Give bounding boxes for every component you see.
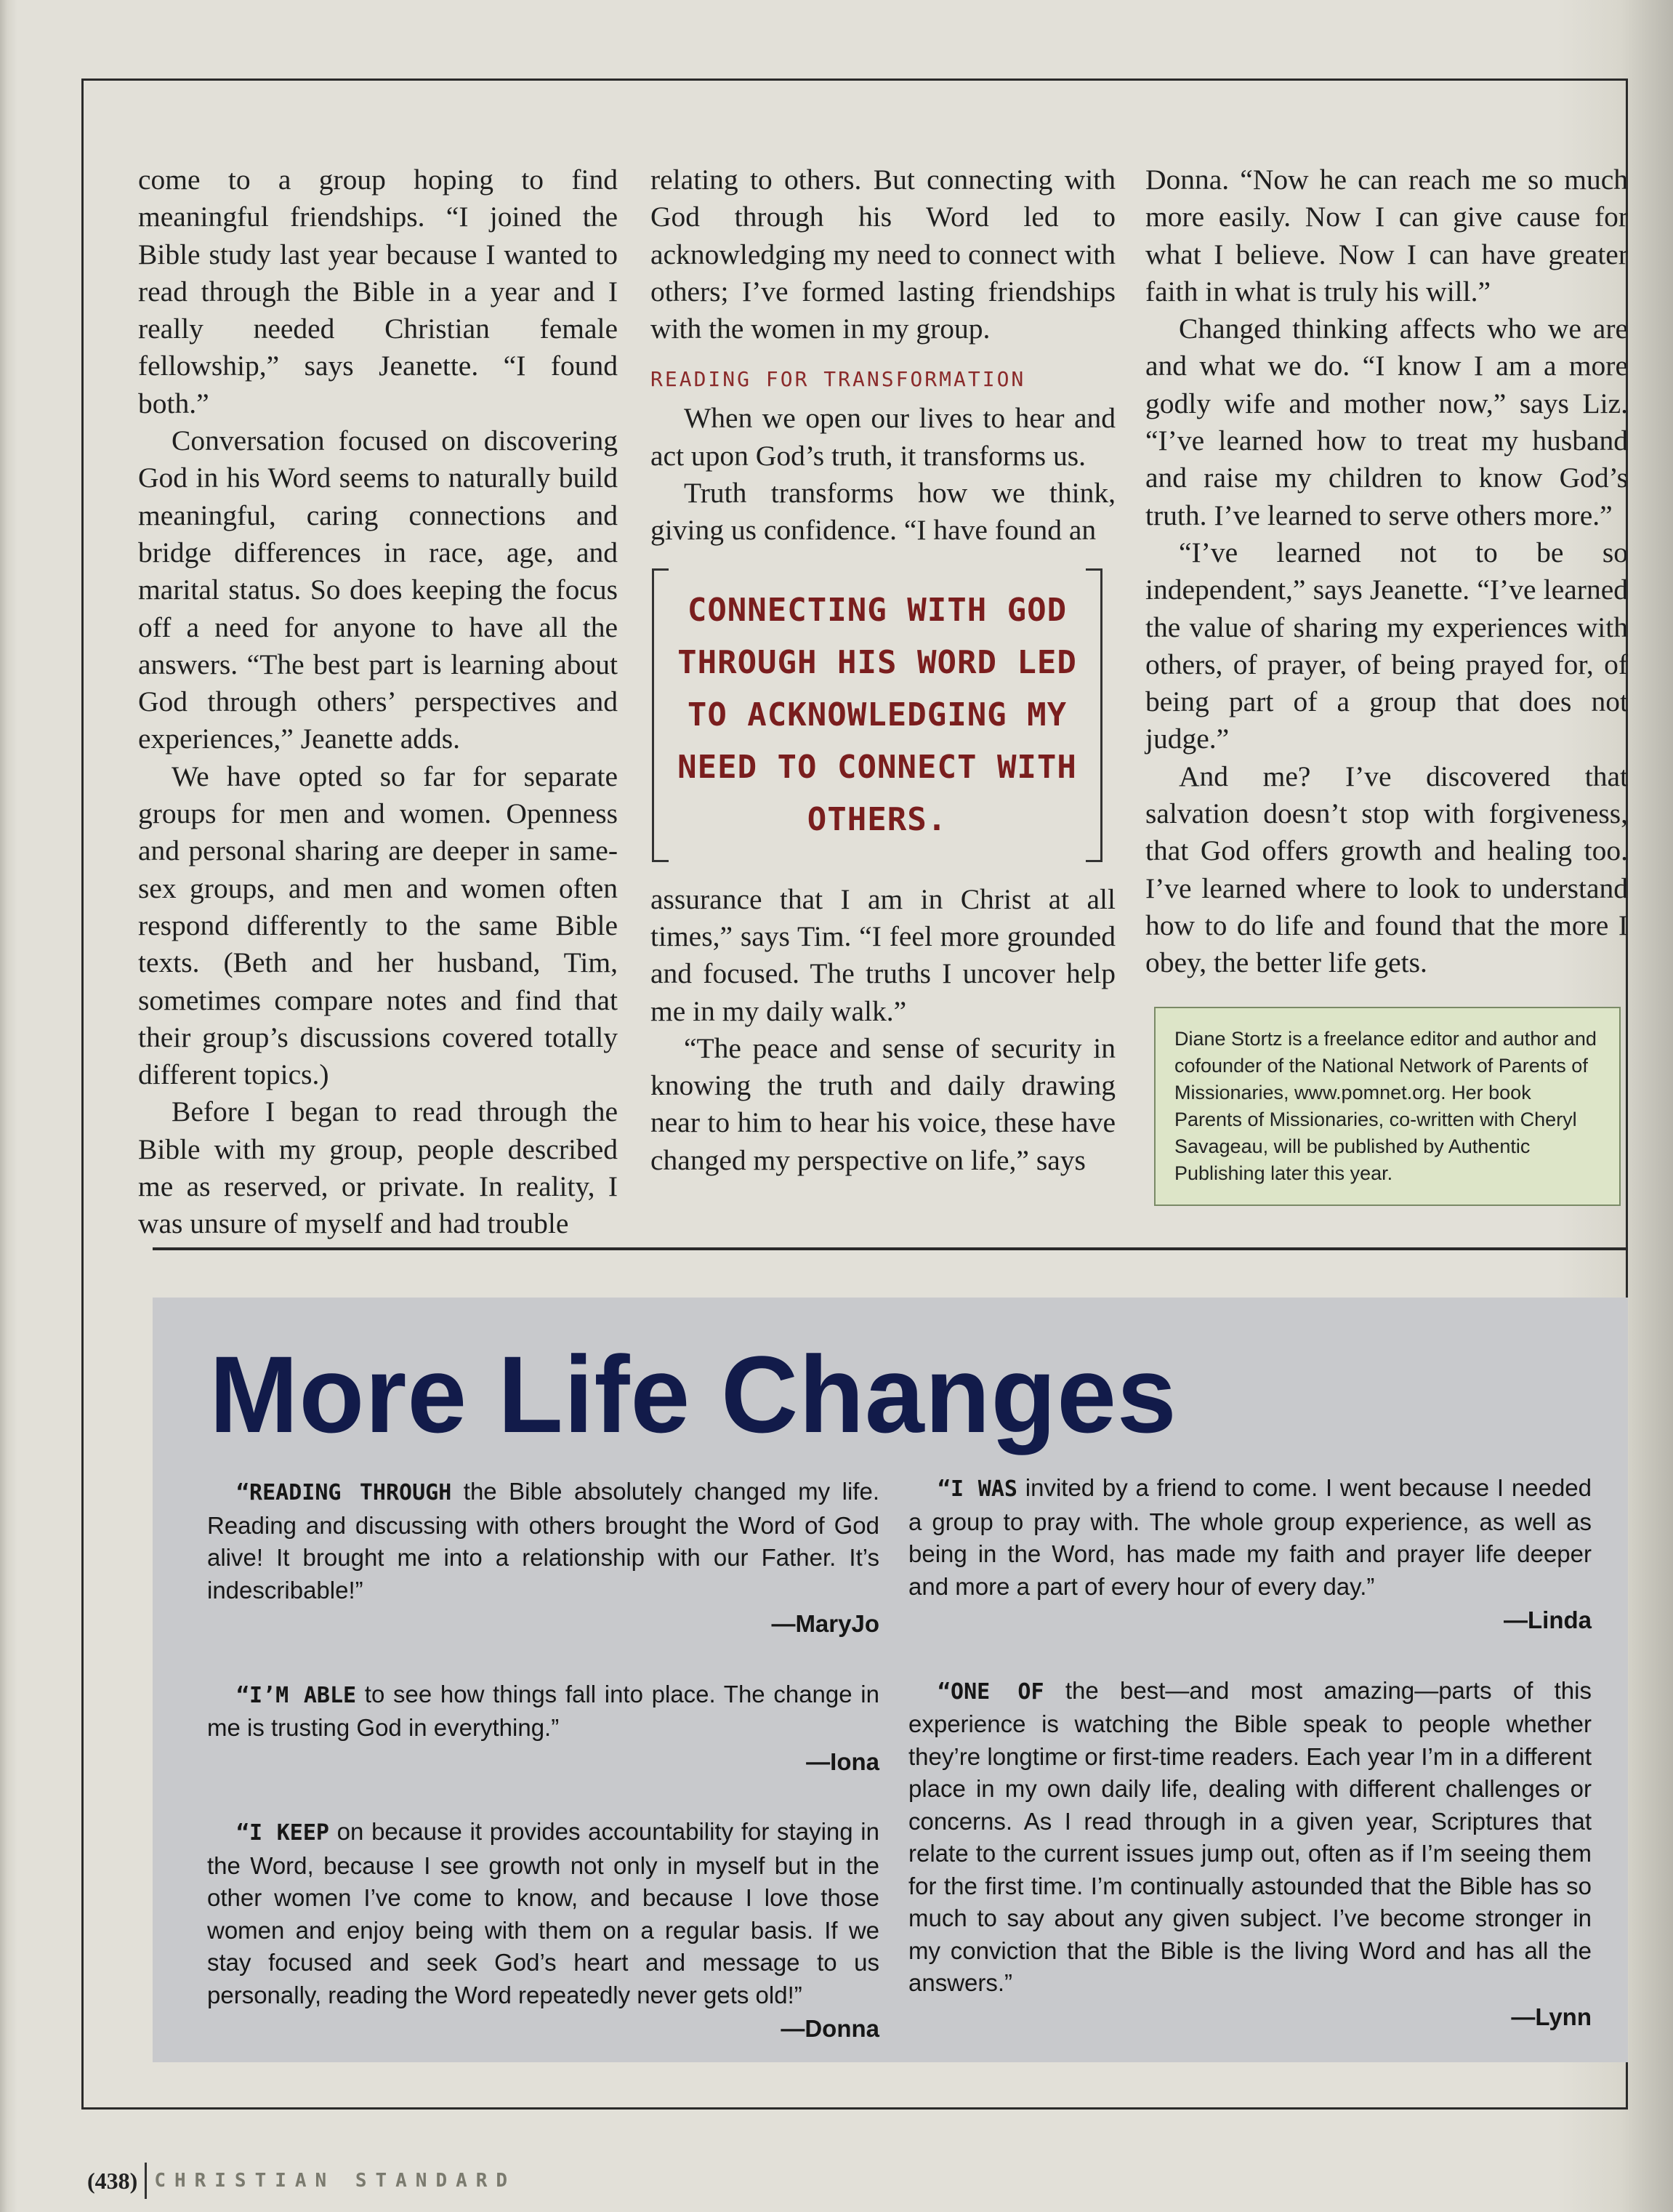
quote-attribution: —MaryJo — [771, 1610, 879, 1637]
quote-attribution: —Linda — [1504, 1606, 1592, 1633]
testimonial-quote — [207, 1816, 879, 2046]
author-bio-box: Diane Stortz is a freelance editor and author and cofounder of the National Network of Parents of Missionaries, www.pomnet.org. Her book Parents of Missionaries, co-written with Cheryl Savageau, will be published by Authentic Publishing later this year. — [1154, 1007, 1621, 1206]
paragraph: And me? I’ve discovered that salvation doesn’t stop with forgiveness, that God offers growth and healing too. I’ve learned where to look to understand how to do life and found that the more I obey, the better life gets. — [1145, 760, 1628, 979]
paragraph: We have opted so far for separate groups for men and women. Openness and personal sharing are deeper in same-sex groups, and men and women often respond differently to the same Bible texts. (Beth and her husband, Tim, sometimes compare notes and find that their group’s discussions covered totally different topics.) — [138, 760, 618, 1091]
paragraph: relating to others. But connecting with God through his Word led to acknowledging my need to connect with others; I’ve formed lasting friendships with the women in my group. — [650, 164, 1116, 345]
quote-lead: “I’M ABLE — [236, 1682, 357, 1708]
quote-text: to see how things fall into place. The change in me is trusting God in everything.” — [207, 1680, 879, 1741]
paragraph: Before I began to read through the Bible with my group, people described me as reserved, or private. In reality, I was unsure of myself and had trouble — [138, 1095, 618, 1240]
quotes-left-column — [207, 1476, 879, 2046]
magazine-name: CHRISTIAN STANDARD — [154, 2170, 517, 2192]
testimonial-quote — [207, 1678, 879, 1779]
paragraph: “The peace and sense of security in knowing the truth and daily drawing near to him to hear his voice, these have changed my perspective on life,” says — [650, 1031, 1116, 1176]
sidebar-box — [153, 1298, 1628, 2062]
sidebar-title: More Life Changes — [209, 1333, 1177, 1455]
paragraph: Changed thinking affects who we are and what we do. “I know I am a more godly wife and mother now,” says Liz. “I’ve learned how to treat my husband and raise my children to know God’s truth. I’ve learned to serve others more.” — [1145, 313, 1628, 531]
quote-text: invited by a friend to come. I went because I needed a group to pray with. The whole group experience, as well as being in the Word, has made my faith and prayer life deeper and more a part of every hour of every day.” — [908, 1474, 1592, 1600]
testimonial-quote — [908, 1472, 1592, 1637]
testimonial-quote — [207, 1476, 879, 1641]
footer-divider — [145, 2163, 147, 2199]
quote-text: the Bible absolutely changed my life. Reading and discussing with others brought the Word of God alive! It brought me into a relationship with our Father. It’s indescribable!” — [207, 1478, 879, 1604]
paragraph: Donna. “Now he can reach me so much more easily. Now I can give cause for what I believe. Now I can have greater faith in what is truly his will.” — [1145, 164, 1628, 307]
section-divider — [153, 1247, 1628, 1250]
paragraph: assurance that I am in Christ at all times,” says Tim. “I feel more grounded and focused. The truths I uncover help me in my daily walk.” — [650, 882, 1116, 1027]
testimonial-quote — [908, 1675, 1592, 2034]
quote-text: on because it provides accountability for staying in the Word, because I see growth not only in myself but in the other women I’ve come to know, and because I love those women and enjoy being with them on a regular basis. If we stay focused and seek God’s heart and message to us personally, reading the Word repeatedly never gets old!” — [207, 1818, 879, 2008]
section-subhead: READING FOR TRANSFORMATION — [650, 367, 1026, 392]
quote-attribution: —Iona — [806, 1748, 879, 1775]
paragraph: “I’ve learned not to be so independent,” says Jeanette. “I’ve learned the value of sharing my experiences with others, of prayer, of being prayed for, of being part of a group that does not judge.” — [1145, 536, 1628, 755]
quote-attribution: —Donna — [781, 2015, 879, 2042]
paragraph: Conversation focused on discovering God in his Word seems to naturally build meaningful, caring connections and bridge differences in race, age, and marital status. So does keeping the focus off a need for anyone to have all the answers. “The best part is learning about God through others’ perspectives and experiences,” Jeanette adds. — [138, 425, 618, 755]
article-column-3 — [1145, 161, 1628, 1206]
paragraph: come to a group hoping to find meaningful friendships. “I joined the Bible study last year because I wanted to read through the Bible in a year and I really needed Christian female fellowship,” says Jeanette. “I found both.” — [138, 164, 618, 419]
quote-lead: “ONE OF — [938, 1678, 1044, 1705]
page-number: (438) — [87, 2167, 138, 2194]
pull-quote: CONNECTING WITH GOD THROUGH HIS WORD LED TO ACKNOWLEDGING MY NEED TO CONNECT WITH OTHERS. — [652, 568, 1102, 862]
quote-text: the best—and most amazing—parts of this experience is watching the Bible speak to people whether they’re longtime or first-time readers. Each year I’m in a different place in my own daily life, dealing with different challenges or concerns. As I read through in a given year, Scriptures that relate to the current issues jump out, often as if I’m seeing them for the first time. I’m continually astounded that the Bible has so much to say about any given subject. I’ve become stronger in my conviction that the Bible is the living Word and has all the answers.” — [908, 1676, 1592, 1996]
article-column-2 — [650, 161, 1116, 1179]
page-footer — [87, 2163, 516, 2199]
quote-attribution: —Lynn — [1511, 2003, 1592, 2030]
quote-lead: “READING THROUGH — [236, 1480, 452, 1505]
paragraph: Truth transforms how we think, giving us confidence. “I have found an — [650, 477, 1116, 547]
quote-lead: “I WAS — [938, 1476, 1017, 1502]
quotes-right-column — [908, 1472, 1592, 2033]
article-column-1 — [138, 161, 618, 1243]
quote-lead: “I KEEP — [236, 1820, 329, 1846]
paragraph: When we open our lives to hear and act upon God’s truth, it transforms us. — [650, 402, 1116, 472]
